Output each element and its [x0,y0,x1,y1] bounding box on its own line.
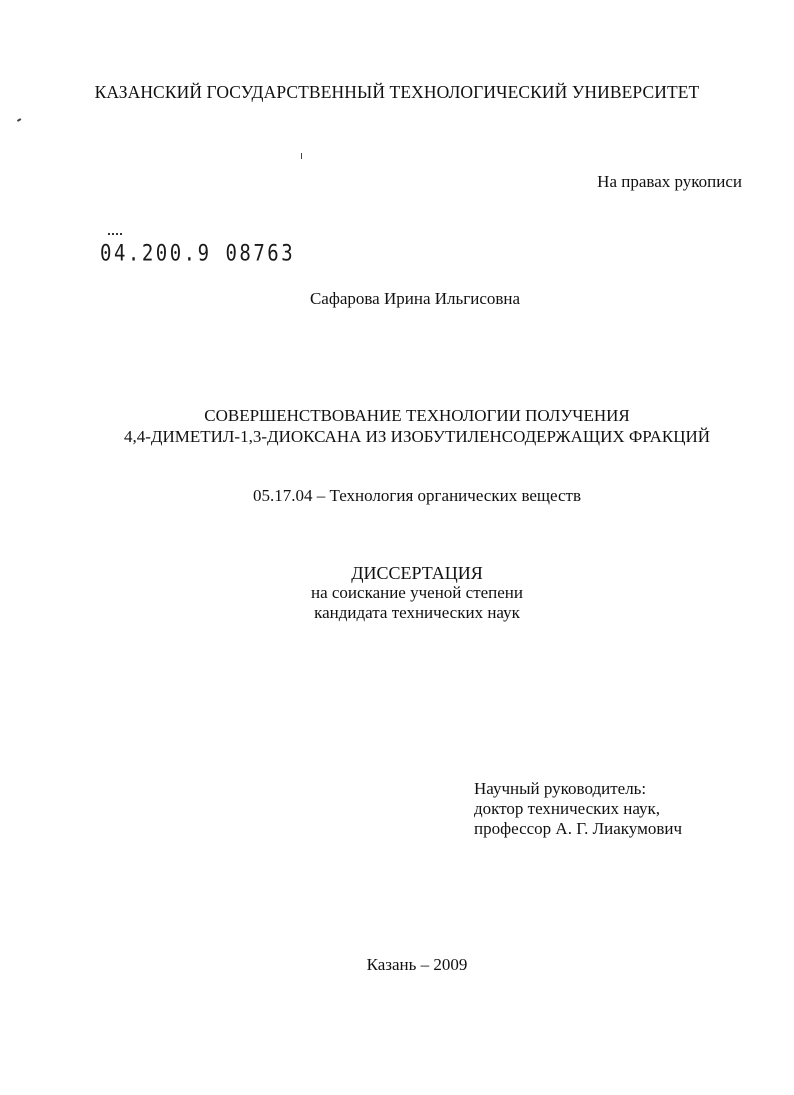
thesis-title-line-2: 4,4-ДИМЕТИЛ-1,3-ДИОКСАНА ИЗ ИЗОБУТИЛЕНСОДЕРЖАЩИХ ФРАКЦИЙ [123,427,711,446]
supervisor-heading: Научный руководитель: [474,779,647,798]
registration-stamp: 04.200.9 08763 [100,241,296,267]
degree-line-1: на соискание ученой степени [310,583,524,602]
thesis-title-line-1: СОВЕРШЕНСТВОВАНИЕ ТЕХНОЛОГИИ ПОЛУЧЕНИЯ [204,406,630,425]
scan-speck [301,153,302,159]
document-type-label: ДИССЕРТАЦИЯ [351,563,483,583]
author-name: Сафарова Ирина Ильгисовна [309,289,521,308]
specialty-code: 05.17.04 – Технология органических веществ [253,486,581,505]
supervisor-degree: доктор технических наук, [474,799,661,818]
university-name: КАЗАНСКИЙ ГОСУДАРСТВЕННЫЙ ТЕХНОЛОГИЧЕСКИЙ УНИВЕРСИТЕТ [94,82,700,102]
stamp-marks [108,233,122,239]
supervisor-name: профессор А. Г. Лиакумович [474,819,683,838]
rights-notice: На правах рукописи [597,172,742,191]
scan-speck [17,118,21,121]
degree-line-2: кандидата технических наук [314,603,520,622]
city-year: Казань – 2009 [366,955,468,974]
supervisor-block [474,779,682,839]
